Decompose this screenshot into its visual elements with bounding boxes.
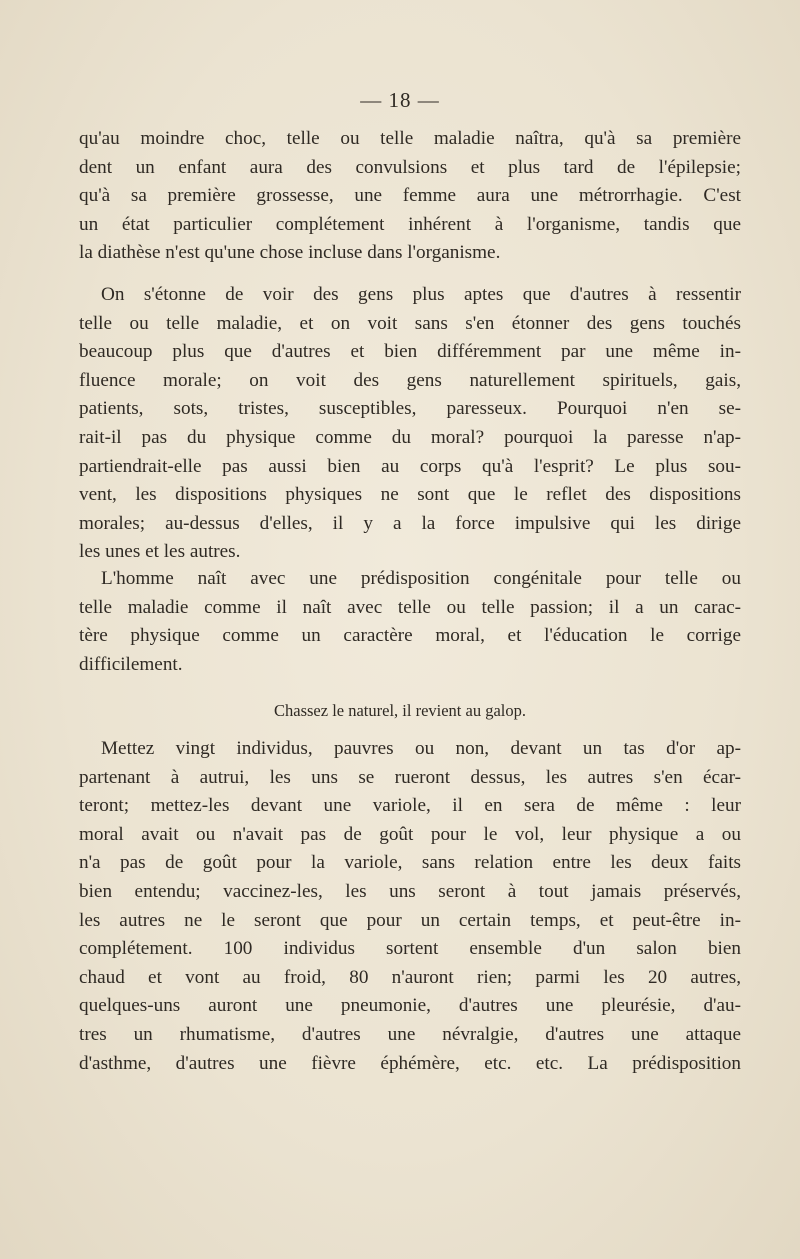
text-line: fluence morale; on voit des gens naturellement spirituels, gais,	[79, 369, 741, 391]
text-line: Mettez vingt individus, pauvres ou non, devant un tas d'or ap-	[101, 738, 741, 759]
text-line: moral avait ou n'avait pas de goût pour le vol, leur physique a ou	[79, 823, 741, 845]
paragraph-4	[79, 735, 741, 1078]
paragraph-3	[79, 565, 741, 679]
text-line: la diathèse n'est qu'une chose incluse dans l'organisme.	[79, 242, 501, 264]
text-line: n'a pas de goût pour la variole, sans relation entre les deux faits	[79, 852, 741, 874]
text-line: quelques-uns auront une pneumonie, d'autres une pleurésie, d'au-	[79, 995, 741, 1017]
text-line: les autres ne le seront que pour un certain temps, et peut-être in-	[79, 909, 741, 931]
paragraph-2	[79, 281, 741, 567]
quotation: Chassez le naturel, il revient au galop.	[274, 701, 526, 720]
text-line: d'asthme, d'autres une fièvre éphémère, etc. etc. La prédisposition	[79, 1052, 741, 1074]
text-line: patients, sots, tristes, susceptibles, paresseux. Pourquoi n'en se-	[79, 398, 741, 420]
text-line: morales; au-dessus d'elles, il y a la force impulsive qui les dirige	[79, 512, 741, 534]
text-line: telle ou telle maladie, et on voit sans s'en étonner des gens touchés	[79, 312, 741, 334]
text-line: bien entendu; vaccinez-les, les uns seront à tout jamais préservés,	[79, 880, 741, 902]
text-line: teront; mettez-les devant une variole, il en sera de même : leur	[79, 795, 741, 817]
text-line: un état particulier complétement inhérent à l'organisme, tandis que	[79, 213, 741, 235]
text-line: beaucoup plus que d'autres et bien différemment par une même in-	[79, 341, 741, 363]
text-line: rait-il pas du physique comme du moral? pourquoi la paresse n'ap-	[79, 426, 741, 448]
text-line: qu'au moindre choc, telle ou telle maladie naîtra, qu'à sa première	[79, 128, 741, 149]
page-number: — 18 —	[360, 88, 440, 112]
text-line: tère physique comme un caractère moral, et l'éducation le corrige	[79, 625, 741, 647]
text-line: difficilement.	[79, 653, 183, 675]
text-line: partiendrait-elle pas aussi bien au corps qu'à l'esprit? Le plus sou-	[79, 455, 741, 477]
text-line: partenant à autrui, les uns se rueront dessus, les autres s'en écar-	[79, 766, 741, 788]
text-line: dent un enfant aura des convulsions et plus tard de l'épilepsie;	[79, 156, 741, 178]
text-line: telle maladie comme il naît avec telle ou telle passion; il a un carac-	[79, 596, 741, 618]
text-line: tres un rhumatisme, d'autres une névralgie, d'autres une attaque	[79, 1023, 741, 1045]
paragraph-1	[79, 125, 741, 268]
text-line: chaud et vont au froid, 80 n'auront rien; parmi les 20 autres,	[79, 966, 741, 988]
text-line: les unes et les autres.	[79, 541, 241, 563]
text-line: complétement. 100 individus sortent ensemble d'un salon bien	[79, 938, 741, 960]
text-line: L'homme naît avec une prédisposition congénitale pour telle ou	[101, 568, 741, 589]
text-line: vent, les dispositions physiques ne sont que le reflet des dispositions	[79, 484, 741, 506]
text-line: On s'étonne de voir des gens plus aptes que d'autres à ressentir	[101, 284, 741, 305]
text-line: qu'à sa première grossesse, une femme aura une métrorrhagie. C'est	[79, 185, 741, 207]
